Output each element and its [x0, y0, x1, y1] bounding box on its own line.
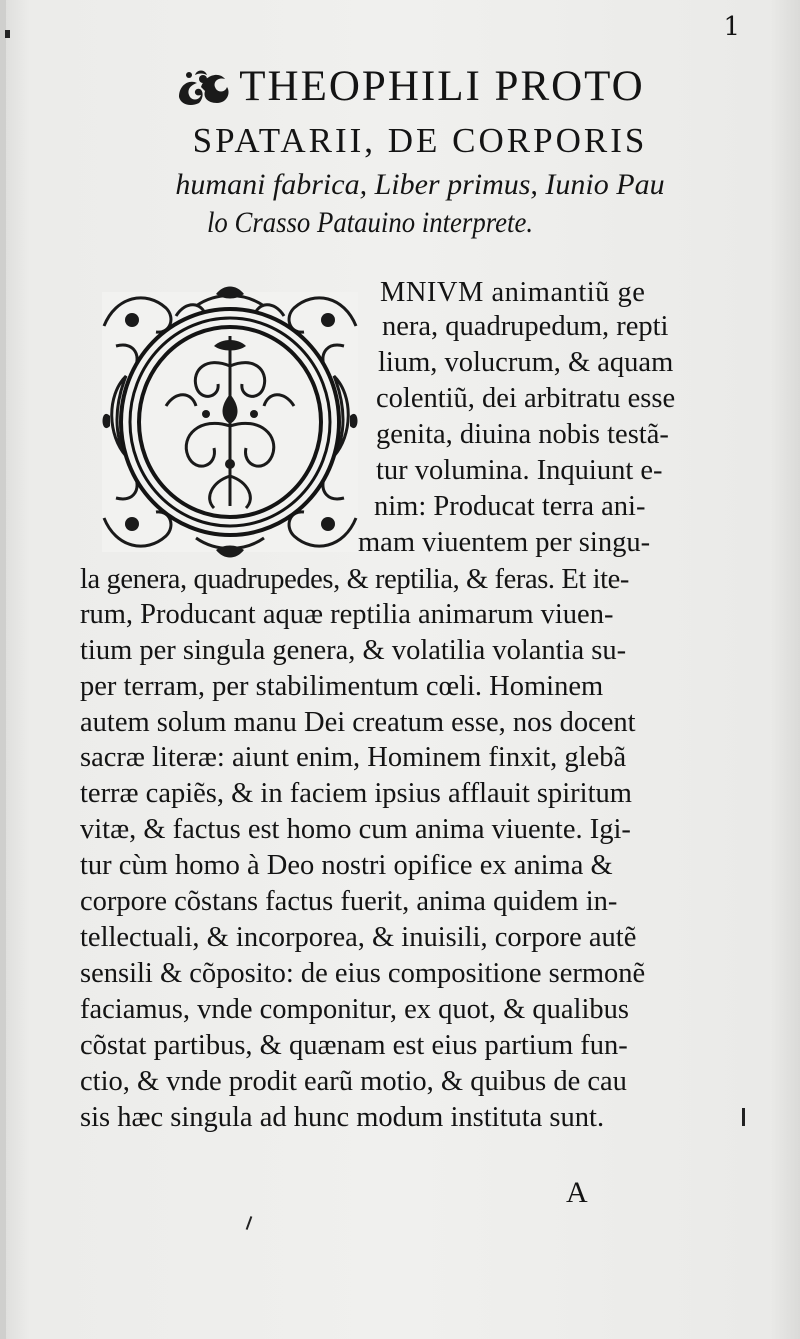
ink-speck — [742, 1108, 745, 1126]
text-line: cõstat partibus, & quænam est eius partium fun- — [80, 1030, 628, 1061]
text-line: la genera, quadrupedes, & reptilia, & feras. Et ite- — [80, 564, 629, 595]
ink-speck — [246, 1216, 253, 1230]
text-line: terræ capiẽs, & in faciem ipsius afflauit spiritum — [80, 778, 632, 809]
text-line: faciamus, vnde componitur, ex quot, & qualibus — [80, 994, 629, 1025]
page-gutter-edge — [0, 0, 6, 1339]
text-line: nim: Producat terra ani- — [374, 491, 646, 522]
title-line-3: humani fabrica, Liber primus, Iunio Pau — [175, 168, 665, 201]
text-line: tur cùm homo à Deo nostri opifice ex anima & — [80, 850, 613, 881]
text-line: mam viuentem per singu- — [358, 527, 651, 558]
text-line: tellectuali, & incorporea, & inuisili, corpore autẽ — [80, 922, 637, 953]
fleuron-icon — [175, 67, 233, 107]
text-line: colentiũ, dei arbitratu esse — [376, 383, 676, 414]
text-line: sacræ literæ: aiunt enim, Hominem finxit, glebã — [80, 742, 627, 773]
title-line-2: SPATARII, DE CORPORIS — [192, 121, 648, 160]
ink-speck — [5, 30, 10, 38]
text-line: genita, diuina nobis testã- — [376, 419, 669, 450]
text-line: MNIVM animantiũ ge — [380, 277, 646, 308]
text-line: nera, quadrupedum, repti — [382, 311, 669, 342]
title-line-1 — [80, 58, 740, 116]
text-line: tur volumina. Inquiunt e- — [376, 455, 663, 486]
signature-mark: A — [566, 1176, 588, 1209]
text-line: corpore cõstans factus fuerit, anima quidem in- — [80, 886, 618, 917]
folio-number: 1 — [723, 12, 740, 42]
text-line: tium per singula genera, & volatilia volantia su- — [80, 635, 627, 666]
text-line: vitæ, & factus est homo cum anima viuente. Igi- — [80, 814, 631, 845]
title-line-4: lo Crasso Patauino interprete. — [206, 206, 534, 239]
text-line: lium, volucrum, & aquam — [378, 347, 674, 378]
title-text-1: THEOPHILI PROTO — [239, 63, 645, 110]
text-line: rum, Producant aquæ reptilia animarum viuen- — [80, 599, 614, 630]
text-line: autem solum manu Dei creatum esse, nos docent — [80, 707, 636, 738]
title-block — [80, 58, 740, 242]
text-line: per terram, per stabilimentum cœli. Hominem — [80, 671, 604, 702]
text-line: sensili & cõposito: de eius compositione sermonẽ — [80, 958, 646, 989]
text-line: sis hæc singula ad hunc modum instituta sunt. — [80, 1102, 605, 1133]
decorated-initial-o — [96, 286, 364, 558]
text-line: ctio, & vnde prodit earũ motio, & quibus de cau — [80, 1066, 627, 1097]
